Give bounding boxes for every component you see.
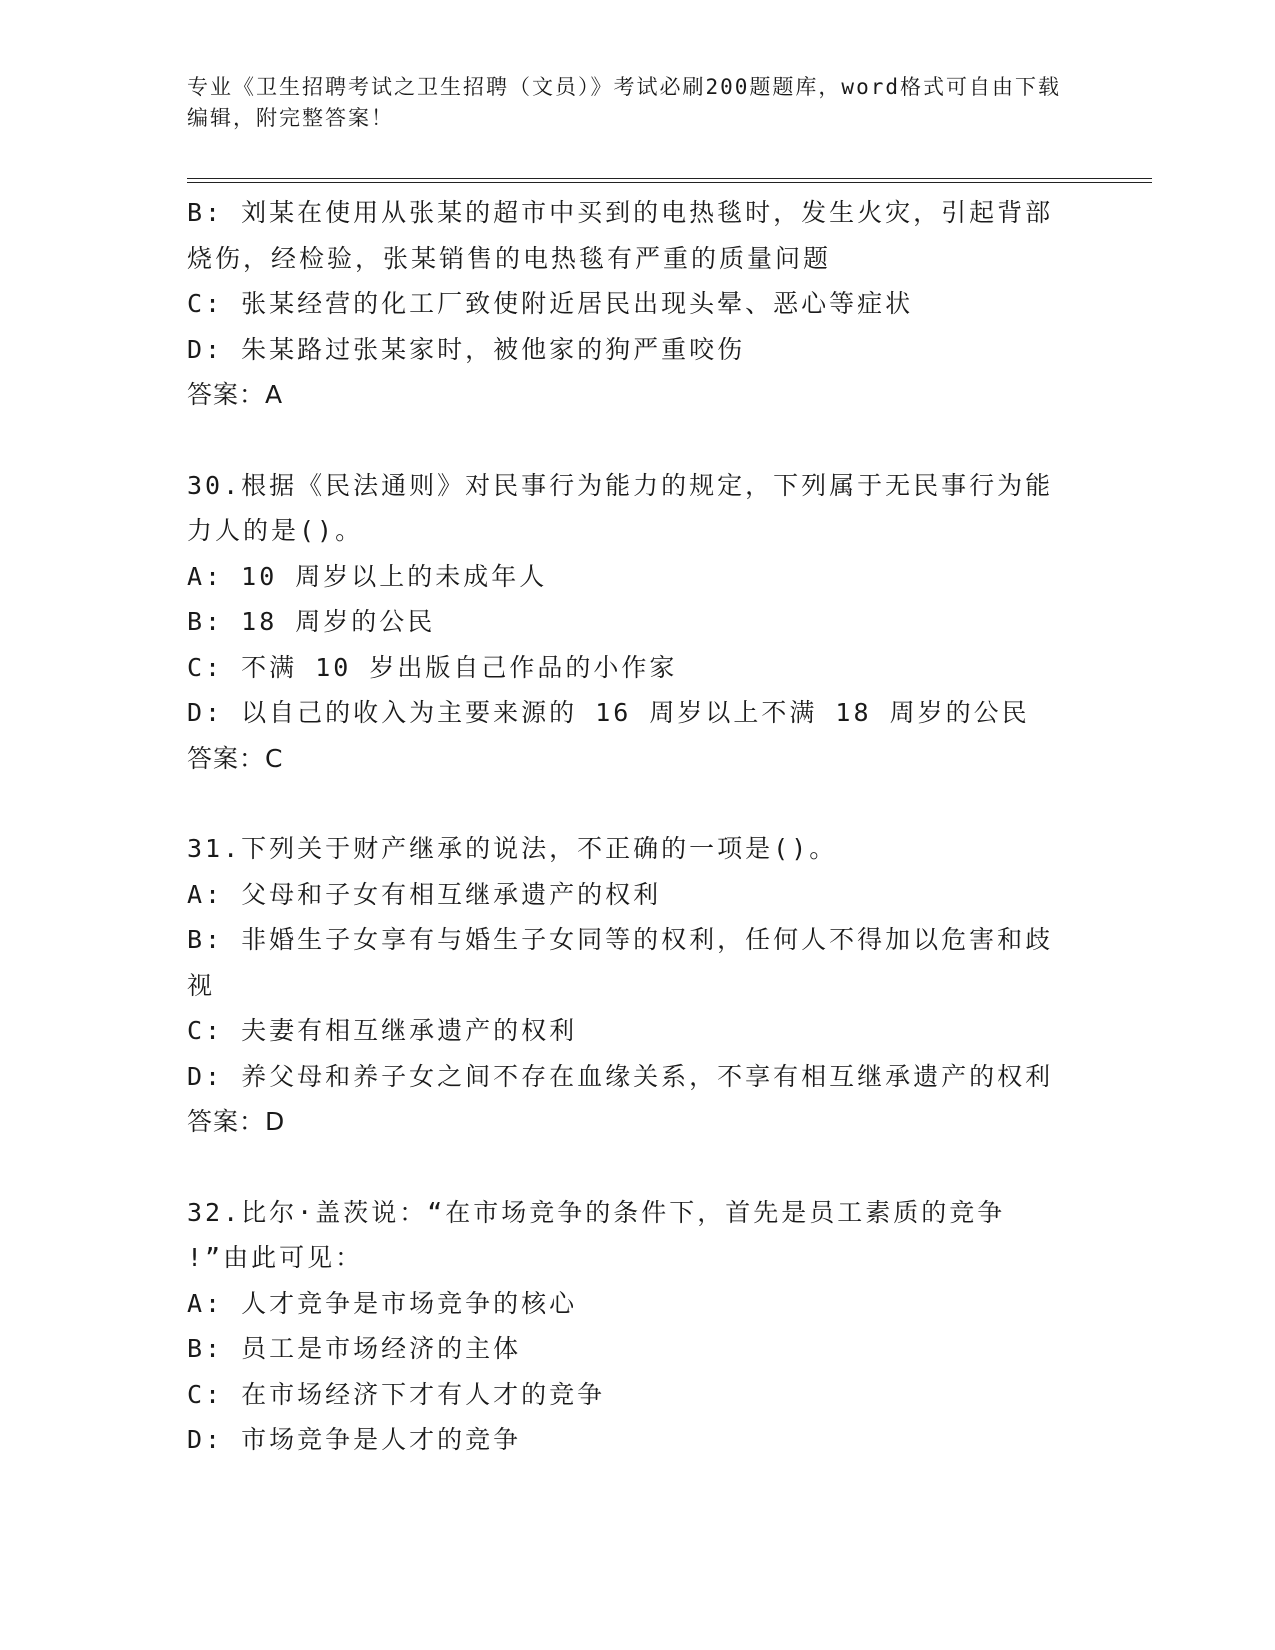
option-a: A: 父母和子女有相互继承遗产的权利 — [187, 879, 662, 909]
option-d: D: 朱某路过张某家时，被他家的狗严重咬伤 — [187, 334, 746, 364]
option-b-line2: 烧伤，经检验，张某销售的电热毯有严重的质量问题 — [187, 243, 832, 273]
question-31 — [187, 826, 1077, 1145]
header-text: 专业《卫生招聘考试之卫生招聘（文员）》考试必刷200题题库，word格式可自由下载编辑，附完整答案！ — [187, 75, 1061, 130]
option-d: D: 市场竞争是人才的竞争 — [187, 1425, 522, 1454]
document-header — [187, 72, 1067, 134]
question-stem-line1: 30.根据《民法通则》对民事行为能力的规定，下列属于无民事行为能 — [187, 470, 1054, 500]
answer: 答案：C — [187, 743, 284, 773]
question-32 — [187, 1190, 1077, 1463]
spacer — [187, 418, 1077, 463]
option-b-line2: 视 — [187, 970, 216, 1000]
question-list — [187, 190, 1077, 1463]
option-b: B: 18 周岁的公民 — [187, 607, 436, 636]
question-stem-line2: 力人的是()。 — [187, 516, 364, 545]
question-stem: 31.下列关于财产继承的说法，不正确的一项是()。 — [187, 834, 838, 863]
option-b-line1: B: 刘某在使用从张某的超市中买到的电热毯时，发生火灾，引起背部 — [187, 198, 1054, 227]
option-c: C: 在市场经济下才有人才的竞争 — [187, 1379, 606, 1409]
answer: 答案：D — [187, 1107, 286, 1136]
option-b-line1: B: 非婚生子女享有与婚生子女同等的权利，任何人不得加以危害和歧 — [187, 925, 1054, 954]
question-stem-line2: !”由此可见： — [187, 1243, 364, 1272]
spacer — [187, 1145, 1077, 1190]
option-b: B: 员工是市场经济的主体 — [187, 1334, 522, 1363]
header-rule-bottom — [187, 182, 1152, 183]
answer: 答案：A — [187, 380, 284, 409]
option-c: C: 不满 10 岁出版自己作品的小作家 — [187, 652, 678, 682]
option-c: C: 夫妻有相互继承遗产的权利 — [187, 1016, 578, 1045]
question-stem-line1: 32.比尔·盖茨说：“在市场竞争的条件下，首先是员工素质的竞争 — [187, 1197, 1006, 1227]
option-c: C: 张某经营的化工厂致使附近居民出现头晕、恶心等症状 — [187, 289, 914, 318]
question-30 — [187, 463, 1077, 782]
option-d: D: 以自己的收入为主要来源的 16 周岁以上不满 18 周岁的公民 — [187, 698, 1030, 727]
header-rule-top — [187, 178, 1152, 179]
spacer — [187, 781, 1077, 826]
question-29 — [187, 190, 1077, 418]
option-d: D: 养父母和养子女之间不存在血缘关系，不享有相互继承遗产的权利 — [187, 1061, 1054, 1091]
option-a: A: 人才竞争是市场竞争的核心 — [187, 1288, 578, 1318]
option-a: A: 10 周岁以上的未成年人 — [187, 561, 548, 591]
